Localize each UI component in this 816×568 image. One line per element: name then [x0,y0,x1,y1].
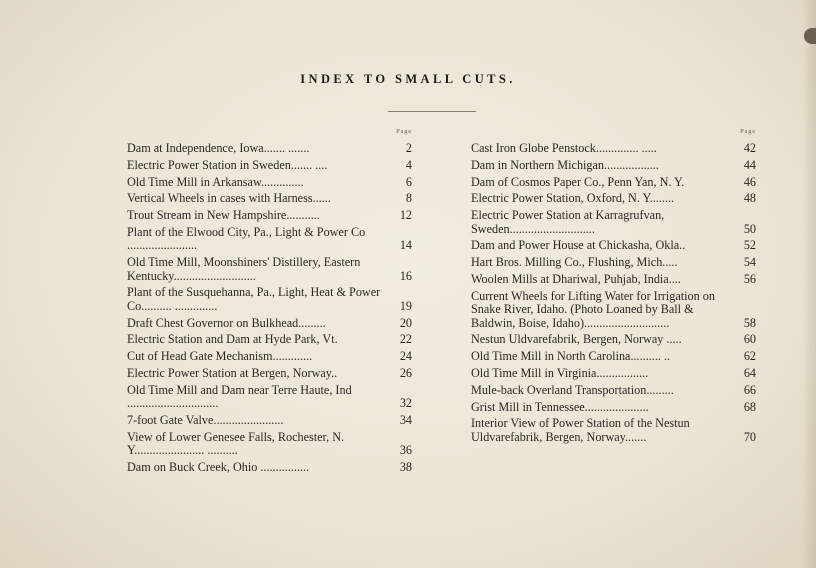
entry-title: Dam in Northern Michigan.................. [471,157,659,172]
index-entry [127,142,412,155]
entry-page-number: 34 [399,412,412,427]
entry-page-number: 50 [743,221,756,236]
index-entry [127,414,412,427]
entry-page-number: 22 [399,332,412,347]
entry-title: Trout Stream in New Hampshire........... [127,208,320,223]
page-notch [804,28,816,44]
entry-title: Dam at Independence, Iowa....... ....... [127,141,310,155]
entry-page-number: 64 [743,365,756,380]
entry-page-number: 2 [405,141,412,155]
index-list [471,142,756,444]
entry-title: Mule-back Overland Transportation......... [471,382,674,397]
index-entry [471,256,756,269]
entry-page-number: 44 [743,157,756,172]
entry-page-number: 66 [743,382,756,397]
index-entry [127,226,412,253]
entry-page-number: 56 [743,271,756,286]
index-entry [127,159,412,172]
entry-page-number: 36 [399,443,412,458]
entry-title: Nestun Uldvarefabrik, Bergen, Norway ..... [471,332,682,347]
entry-page-number: 70 [743,429,756,444]
index-entry [471,384,756,397]
index-entry [471,176,756,189]
entry-page-number: 48 [743,191,756,206]
entry-page-number: 6 [405,174,412,189]
index-entry [127,367,412,380]
entry-title: Old Time Mill, Moonshiners' Distillery, Eastern Kentucky........................... [127,255,361,283]
index-entry [127,317,412,330]
entry-title: Electric Power Station in Sweden....... .... [127,157,328,172]
index-entry [127,384,412,411]
index-entry [471,401,756,414]
index-entry [471,333,756,346]
entry-page-number: 20 [399,315,412,330]
entry-title: Electric Power Station at Bergen, Norway.. [127,365,338,380]
entry-page-number: 62 [743,349,756,364]
entry-title: Grist Mill in Tennessee..................... [471,399,649,414]
entry-title: Cut of Head Gate Mechanism............. [127,349,313,364]
entry-page-number: 12 [399,208,412,223]
index-entry [127,350,412,363]
entry-title: Electric Power Station at Karragrufvan, Sweden............................ [471,208,665,236]
entry-title: Interior View of Power Station of the Nestun Uldvarefabrik, Bergen, Norway....... [471,416,690,444]
index-entry [471,192,756,205]
entry-title: Woolen Mills at Dhariwal, Puhjab, India.... [471,271,681,286]
entry-page-number: 8 [405,191,412,206]
entry-title: Dam and Power House at Chickasha, Okla.. [471,238,686,253]
entry-title: Current Wheels for Lifting Water for Irrigation on Snake River, Idaho. (Photo Loaned by Ball & Baldwin, Boise, Idaho)............................ [471,288,715,330]
index-entry [471,239,756,252]
entry-page-number: 42 [743,141,756,155]
index-column-left [127,128,412,478]
index-entry [127,333,412,346]
index-entry [127,176,412,189]
index-entry [471,142,756,155]
index-entry [127,209,412,222]
index-entry [127,431,412,458]
index-entry [471,367,756,380]
index-entry [127,461,412,474]
entry-title: Electric Power Station, Oxford, N. Y........ [471,191,675,206]
entry-title: Dam on Buck Creek, Ohio ................ [127,459,310,474]
entry-page-number: 54 [743,255,756,270]
entry-title: Hart Bros. Milling Co., Flushing, Mich..... [471,255,678,270]
index-entry [127,192,412,205]
entry-page-number: 14 [399,238,412,253]
entry-title: Old Time Mill in Arkansaw.............. [127,174,304,189]
entry-page-number: 68 [743,399,756,414]
entry-title: 7-foot Gate Valve....................... [127,412,284,427]
page-column-header: Page [396,128,412,135]
entry-title: Electric Station and Dam at Hyde Park, Vt. [127,332,338,347]
entry-title: Plant of the Elwood City, Pa., Light & Power Co ....................... [127,224,366,253]
entry-title: Dam of Cosmos Paper Co., Penn Yan, N. Y. [471,174,685,189]
entry-page-number: 19 [399,298,412,313]
title-divider [388,111,476,112]
entry-title: Vertical Wheels in cases with Harness...... [127,191,331,206]
entry-title: Old Time Mill in Virginia................. [471,365,649,380]
entry-page-number: 16 [399,268,412,283]
entry-page-number: 60 [743,332,756,347]
index-entry [471,273,756,286]
index-column-right [471,128,756,448]
entry-page-number: 46 [743,174,756,189]
entry-title: Plant of the Susquehanna, Pa., Light, Heat & Power Co.......... .............. [127,285,381,313]
index-entry [471,290,756,330]
entry-title: Old Time Mill and Dam near Terre Haute, Ind .............................. [127,382,352,411]
entry-title: Cast Iron Globe Penstock.............. ..... [471,141,657,155]
entry-page-number: 32 [399,396,412,411]
entry-page-number: 38 [399,459,412,474]
entry-page-number: 4 [405,157,412,172]
entry-page-number: 26 [399,365,412,380]
index-entry [127,256,412,283]
index-entry [471,350,756,363]
page-title: INDEX TO SMALL CUTS. [300,72,516,86]
index-list [127,142,412,474]
entry-page-number: 58 [743,315,756,330]
entry-page-number: 24 [399,349,412,364]
entry-title: Old Time Mill in North Carolina.......... .. [471,349,671,364]
entry-title: View of Lower Genesee Falls, Rochester, N. Y....................... .......... [127,429,345,458]
index-entry [471,209,756,236]
index-entry [471,417,756,444]
index-entry [471,159,756,172]
entry-title: Draft Chest Governor on Bulkhead......... [127,315,326,330]
entry-page-number: 52 [743,238,756,253]
index-entry [127,286,412,313]
page-column-header: Page [740,128,756,135]
